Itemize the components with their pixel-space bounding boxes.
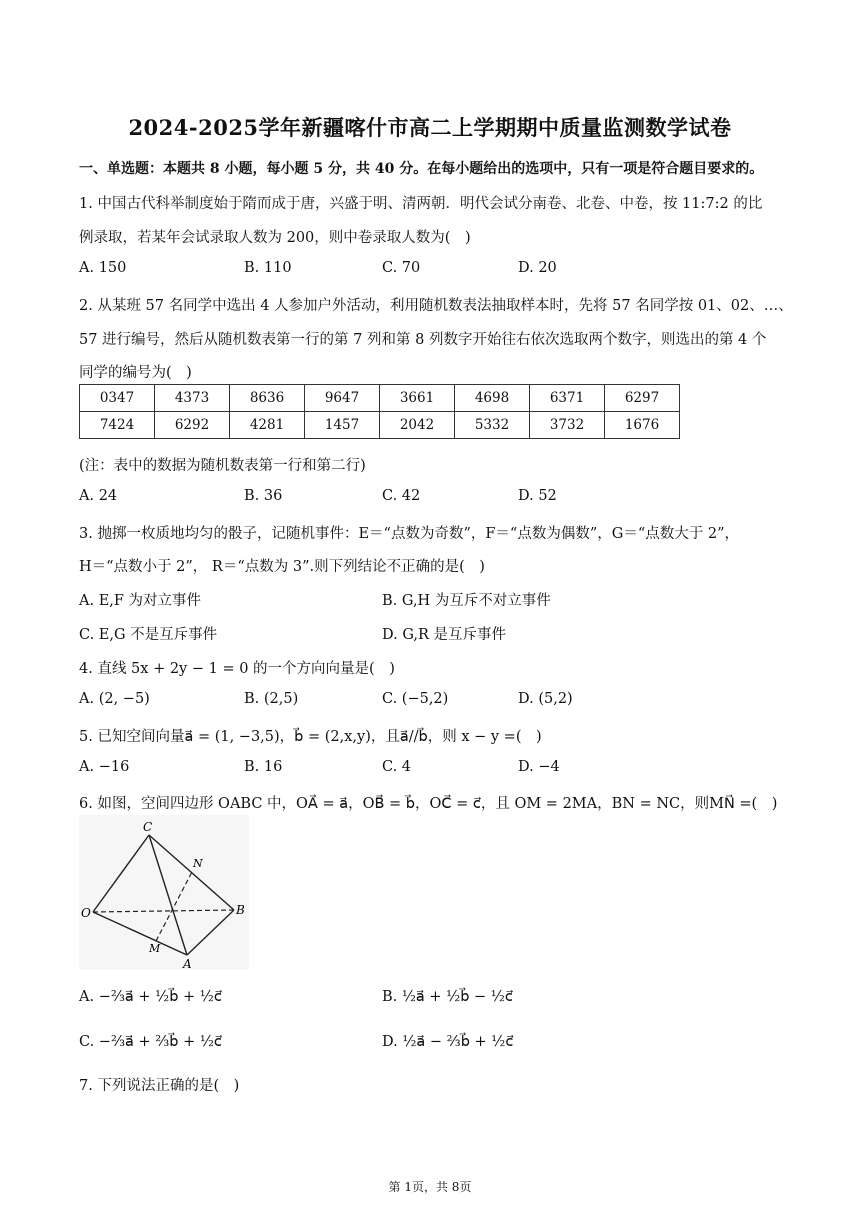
q3-option-c: C. E,G 不是互斥事件 — [79, 627, 218, 643]
question-1-line-2: 例录取，若某年会试录取人数为 200，则中卷录取人数为( ) — [79, 230, 471, 246]
label-a: A — [183, 957, 192, 970]
q4-option-d: D. (5,2) — [518, 691, 573, 707]
q6-option-b: B. ½a⃗ + ½b⃗ − ½c⃗ — [382, 989, 513, 1005]
label-n: N — [193, 857, 203, 870]
q5-option-b: B. 16 — [244, 759, 283, 775]
table-cell: 4281 — [230, 412, 305, 439]
table-cell: 1457 — [305, 412, 380, 439]
label-c: C — [143, 820, 153, 834]
table-cell: 5332 — [455, 412, 530, 439]
q5-option-a: A. −16 — [79, 759, 130, 775]
q2-option-c: C. 42 — [382, 488, 421, 504]
question-7-line-1: 7. 下列说法正确的是( ) — [79, 1078, 240, 1094]
table-cell: 6292 — [155, 412, 230, 439]
table-row — [80, 412, 680, 439]
q2-option-a: A. 24 — [79, 488, 118, 504]
table-cell: 3661 — [380, 385, 455, 412]
q3-option-a: A. E,F 为对立事件 — [79, 593, 202, 609]
q1-option-d: D. 20 — [518, 260, 557, 276]
label-b: B — [236, 903, 245, 917]
q2-option-b: B. 36 — [244, 488, 283, 504]
q6-option-a: A. −⅔a⃗ + ½b⃗ + ½c⃗ — [79, 989, 222, 1005]
q4-option-c: C. (−5,2) — [382, 691, 449, 707]
q3-option-d: D. G,R 是互斥事件 — [382, 627, 507, 643]
q2-option-d: D. 52 — [518, 488, 557, 504]
q5-option-c: C. 4 — [382, 759, 412, 775]
table-cell: 4698 — [455, 385, 530, 412]
table-cell: 8636 — [230, 385, 305, 412]
question-2-line-1: 2. 从某班 57 名同学中选出 4 人参加户外活动，利用随机数表法抽取样本时，先将 57 名同学按 01、02、…、 — [79, 298, 793, 314]
table-cell: 6371 — [530, 385, 605, 412]
table-row — [80, 385, 680, 412]
table-cell: 2042 — [380, 412, 455, 439]
q6-option-c: C. −⅔a⃗ + ⅔b⃗ + ½c⃗ — [79, 1034, 222, 1050]
q4-option-a: A. (2, −5) — [79, 691, 150, 707]
question-2-line-2: 57 进行编号，然后从随机数表第一行的第 7 列和第 8 列数字开始往右依次选取两个数字，则选出的第 4 个 — [79, 332, 767, 348]
table-cell: 0347 — [80, 385, 155, 412]
page-title: 2024-2025学年新疆喀什市高二上学期期中质量监测数学试卷 — [128, 115, 732, 140]
q3-option-b: B. G,H 为互斥不对立事件 — [382, 593, 551, 609]
question-1-line-1: 1. 中国古代科举制度始于隋而成于唐，兴盛于明、清两朝．明代会试分南卷、北卷、中卷，按 11:7:2 的比 — [79, 196, 763, 212]
q5-option-d: D. −4 — [518, 759, 560, 775]
table-cell: 3732 — [530, 412, 605, 439]
table-cell: 6297 — [605, 385, 680, 412]
question-3-line-2: H＝“点数小于 2”， R＝“点数为 3”.则下列结论不正确的是( ) — [79, 559, 485, 575]
page-footer: 第 1页，共 8页 — [388, 1180, 472, 1194]
question-5-line-1: 5. 已知空间向量a⃗ = (1, −3,5)，b⃗ = (2,x,y)，且a⃗//b⃗，则 x − y =( ) — [79, 729, 542, 745]
figure-background — [79, 815, 249, 970]
question-3-line-1: 3. 抛掷一枚质地均匀的骰子，记随机事件：E＝“点数为奇数”，F＝“点数为偶数”，G＝“点数大于 2”， — [79, 526, 739, 542]
table-cell: 9647 — [305, 385, 380, 412]
table-cell: 7424 — [80, 412, 155, 439]
table-cell: 4373 — [155, 385, 230, 412]
tetrahedron-figure — [79, 815, 249, 970]
question-2-line-3: 同学的编号为( ) — [79, 365, 192, 381]
q1-option-c: C. 70 — [382, 260, 421, 276]
question-6-line-1: 6. 如图，空间四边形 OABC 中，OA⃗ = a⃗，OB⃗ = b⃗，OC⃗ = c⃗，且 OM = 2MA，BN = NC，则MN⃗ =( ) — [79, 796, 778, 812]
label-m: M — [149, 942, 161, 955]
section-heading: 一、单选题：本题共 8 小题，每小题 5 分，共 40 分。在每小题给出的选项中，只有一项是符合题目要求的。 — [79, 161, 764, 177]
random-number-table — [79, 384, 680, 439]
table-note: (注：表中的数据为随机数表第一行和第二行) — [79, 458, 366, 474]
q1-option-a: A. 150 — [79, 260, 127, 276]
label-o: O — [81, 906, 91, 920]
question-4-line-1: 4. 直线 5x + 2y − 1 = 0 的一个方向向量是( ) — [79, 661, 395, 677]
q4-option-b: B. (2,5) — [244, 691, 299, 707]
q1-option-b: B. 110 — [244, 260, 292, 276]
q6-option-d: D. ½a⃗ − ⅔b⃗ + ½c⃗ — [382, 1034, 514, 1050]
table-cell: 1676 — [605, 412, 680, 439]
